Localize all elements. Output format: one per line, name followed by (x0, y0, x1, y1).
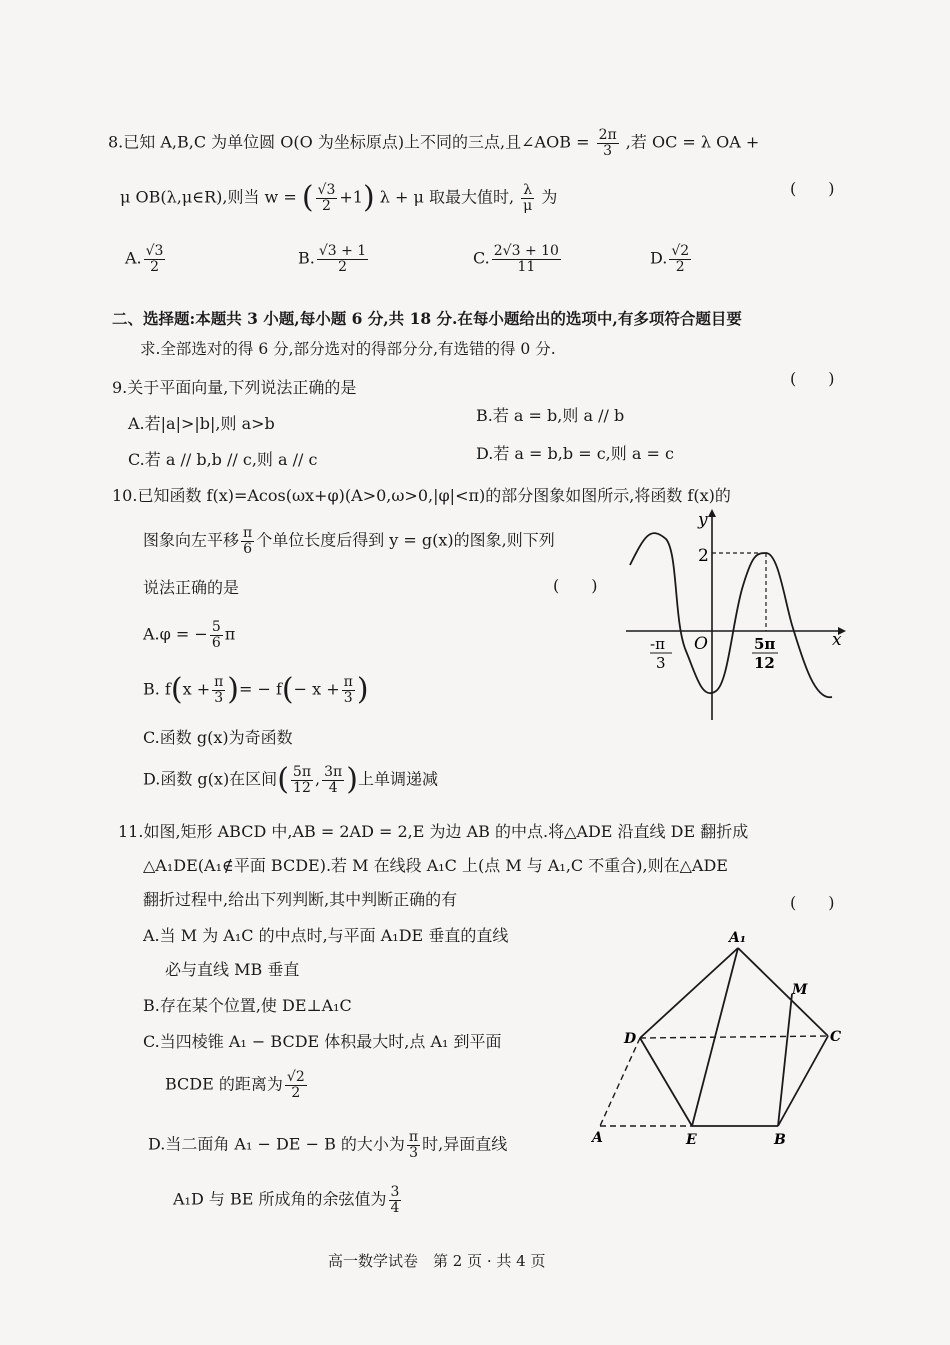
frac-num: √3 + 1 (318, 243, 367, 259)
frac-num: 3π (324, 763, 343, 780)
frac-den: 2 (150, 258, 160, 275)
q8-line1 (108, 128, 759, 158)
frac-den: 2 (338, 258, 347, 275)
option-label: A. (125, 248, 142, 268)
q8-text: +1 (339, 187, 363, 207)
option-fraction (144, 244, 166, 274)
frac-den: 4 (390, 1199, 400, 1216)
paren-close: ) (227, 672, 240, 707)
frac-den: 2 (322, 197, 331, 214)
frac-num: 5π (292, 763, 312, 780)
paren-open: ( (281, 672, 294, 707)
edge-d-c-dashed (640, 1036, 828, 1038)
x-axis-label: x (832, 630, 842, 650)
section2-line1: 二、选择题:本题共 3 小题,每小题 6 分,共 18 分.在每小题给出的选项中,有多项符合题目要 (112, 309, 742, 328)
paren-open: ( (170, 672, 183, 707)
frac-num: π (243, 525, 253, 541)
neg-tick-den: 3 (656, 654, 666, 672)
paren-close: ) (346, 762, 358, 797)
pos-tick-den: 12 (754, 654, 775, 672)
option-fraction (285, 1070, 307, 1100)
paren-close: ) (356, 672, 369, 707)
option-text: D.当二面角 A₁ − DE − B 的大小为 (148, 1134, 405, 1154)
q10-option-b (143, 672, 369, 708)
q11-option-c1: C.当四棱锥 A₁ − BCDE 体积最大时,点 A₁ 到平面 (143, 1032, 502, 1051)
option-fraction (492, 244, 561, 274)
option-text: A₁D 与 BE 所成角的余弦值为 (173, 1189, 387, 1209)
frac-num: √3 (145, 243, 164, 259)
interval-end (322, 765, 344, 795)
edge-a1-d (640, 948, 738, 1038)
label-m: M (792, 982, 808, 998)
frac-num: π (343, 673, 353, 690)
frac-num: π (214, 673, 224, 690)
option-text: BCDE 的距离为 (165, 1074, 283, 1094)
q8-option-b (298, 244, 370, 274)
frac-den: 6 (211, 634, 221, 651)
q10-text: 图象向左平移 (143, 530, 240, 550)
sqrt3-over-2 (316, 183, 338, 213)
option-fraction (210, 620, 223, 650)
option-fraction (389, 1185, 402, 1215)
paren-open: ( (277, 762, 289, 797)
option-label: C. (473, 248, 490, 268)
frac-num: 2π (598, 127, 617, 143)
paren-close: ) (362, 180, 375, 215)
q8-option-d (650, 244, 693, 274)
frac-den: 3 (343, 689, 353, 706)
frac-den: 3 (603, 142, 613, 159)
peak-value-label: 2 (698, 546, 709, 566)
q8-text: 8.已知 A,B,C 为单位圆 O(O 为坐标原点)上不同的三点,且∠AOB = (108, 132, 590, 152)
q10-option-c: C.函数 g(x)为奇函数 (143, 728, 293, 747)
frac-num: √2 (286, 1069, 305, 1085)
q10-text: 个单位长度后得到 y = g(x)的图象,则下列 (256, 530, 555, 550)
frac-num: λ (523, 181, 533, 198)
q10-stem2 (143, 526, 555, 556)
q8-answer-bracket: ( ) (790, 179, 835, 198)
frac-num: √3 (317, 181, 336, 198)
edge-d-e (640, 1038, 692, 1126)
frac-den: 4 (328, 779, 338, 796)
q9-answer-bracket: ( ) (790, 369, 835, 388)
frac-num: √2 (671, 243, 690, 259)
q10-answer-bracket: ( ) (553, 576, 598, 595)
label-a: A (592, 1130, 603, 1146)
q11-answer-bracket: ( ) (790, 893, 835, 912)
frac-den: 3 (214, 689, 224, 706)
q9-option-b: B.若 a = b,则 a // b (476, 406, 625, 425)
shift-fraction (241, 526, 254, 556)
q11-line3: 翻折过程中,给出下列判断,其中判断正确的有 (143, 890, 458, 909)
option-label: B. f (143, 679, 171, 699)
q11-line2: △A₁DE(A₁∉平面 BCDE).若 M 在线段 A₁C 上(点 M 与 A₁,C 不重合),则在△ADE (143, 856, 728, 875)
q11-option-b: B.存在某个位置,使 DE⊥A₁C (143, 996, 352, 1015)
q8-line2 (120, 180, 557, 216)
pi-over-3 (212, 675, 225, 705)
q8-text: 为 (541, 187, 558, 207)
q10-option-d: D.函数 g(x)在区间( $\frac{5\pi}{12}$ , $\frac{3\pi}{4}$ )上单调递减 (143, 762, 438, 797)
option-fraction (669, 244, 691, 274)
q10-stem1: 10.已知函数 f(x)=Acos(ωx+φ)(A>0,ω>0,|φ|<π)的部分图象如图所示,将函数 f(x)的 (112, 486, 731, 505)
edge-a1-c (738, 948, 828, 1036)
q11-option-a1: A.当 M 为 A₁C 的中点时,与平面 A₁DE 垂直的直线 (143, 926, 509, 945)
option-fraction (317, 244, 368, 274)
label-a1: A₁ (729, 930, 746, 946)
option-text: π (224, 624, 236, 644)
frac-den: μ (523, 197, 533, 214)
option-text: − x + (293, 679, 340, 699)
label-b: B (774, 1132, 786, 1148)
label-d: D (624, 1031, 637, 1047)
option-label: A.φ = − (143, 624, 208, 644)
q8-option-c (473, 244, 563, 274)
option-text: 时,异面直线 (422, 1134, 508, 1154)
q8-angle-fraction (597, 128, 619, 158)
frac-den: 12 (293, 779, 311, 796)
frac-den: 2 (291, 1084, 301, 1101)
q9-stem: 9.关于平面向量,下列说法正确的是 (112, 378, 357, 397)
frac-den: 6 (243, 540, 253, 557)
q10-stem3: 说法正确的是 (143, 578, 240, 597)
q11-option-c2 (165, 1070, 309, 1100)
q11-line1: 11.如图,矩形 ABCD 中,AB = 2AD = 2,E 为边 AB 的中点.将△ADE 沿直线 DE 翻折成 (118, 822, 749, 841)
frac-num: 3 (390, 1184, 400, 1200)
y-axis-arrow (708, 509, 716, 517)
frac-num: π (408, 1129, 419, 1145)
y-axis-label: y (698, 510, 708, 530)
option-fraction (407, 1130, 420, 1160)
paren-open: ( (301, 180, 314, 215)
neg-tick-num: -π (650, 635, 665, 653)
label-e: E (686, 1132, 697, 1148)
q9-option-a: A.若|a|>|b|,则 a>b (128, 414, 275, 433)
option-text: D.函数 g(x)在区间 (143, 769, 278, 789)
q10-option-a (143, 620, 235, 650)
frac-den: 2 (675, 258, 685, 275)
pos-tick-num: 5π (754, 635, 776, 653)
option-text: = − f (239, 679, 282, 699)
folding-figure (588, 928, 858, 1150)
option-label: D. (650, 248, 668, 268)
interval-start (291, 765, 313, 795)
q11-option-d1 (148, 1130, 507, 1160)
frac-den: 3 (409, 1144, 418, 1161)
section2-line2: 求.全部选对的得 6 分,部分选对的得部分分,有选错的得 0 分. (140, 340, 556, 358)
q11-option-a2: 必与直线 MB 垂直 (165, 960, 300, 979)
q8-text: μ OB(λ,μ∈R),则当 w = (120, 187, 297, 207)
origin-label: O (694, 634, 708, 654)
q8-text: λ + μ 取最大值时, (379, 187, 515, 207)
option-text: 上单调递减 (357, 769, 438, 789)
q8-text-tail: ,若 OC = λ OA + (625, 132, 760, 152)
cosine-curve (630, 533, 832, 697)
pi-over-3 (342, 675, 355, 705)
q9-option-d: D.若 a = b,b = c,则 a = c (476, 444, 674, 463)
lambda-over-mu (521, 183, 534, 213)
label-c: C (830, 1029, 842, 1045)
edge-d-a-dashed (600, 1038, 640, 1126)
page-footer: 高一数学试卷 第 2 页 · 共 4 页 (328, 1252, 546, 1270)
cosine-graph (620, 505, 850, 725)
q8-option-a (125, 244, 167, 274)
frac-num: 2√3 + 10 (493, 243, 559, 259)
option-text: x + (182, 679, 211, 699)
q9-option-c: C.若 a // b,b // c,则 a // c (128, 450, 318, 469)
frac-den: 11 (517, 258, 536, 275)
frac-num: 5 (211, 619, 221, 635)
option-label: B. (298, 248, 315, 268)
q11-option-d2 (173, 1185, 403, 1215)
